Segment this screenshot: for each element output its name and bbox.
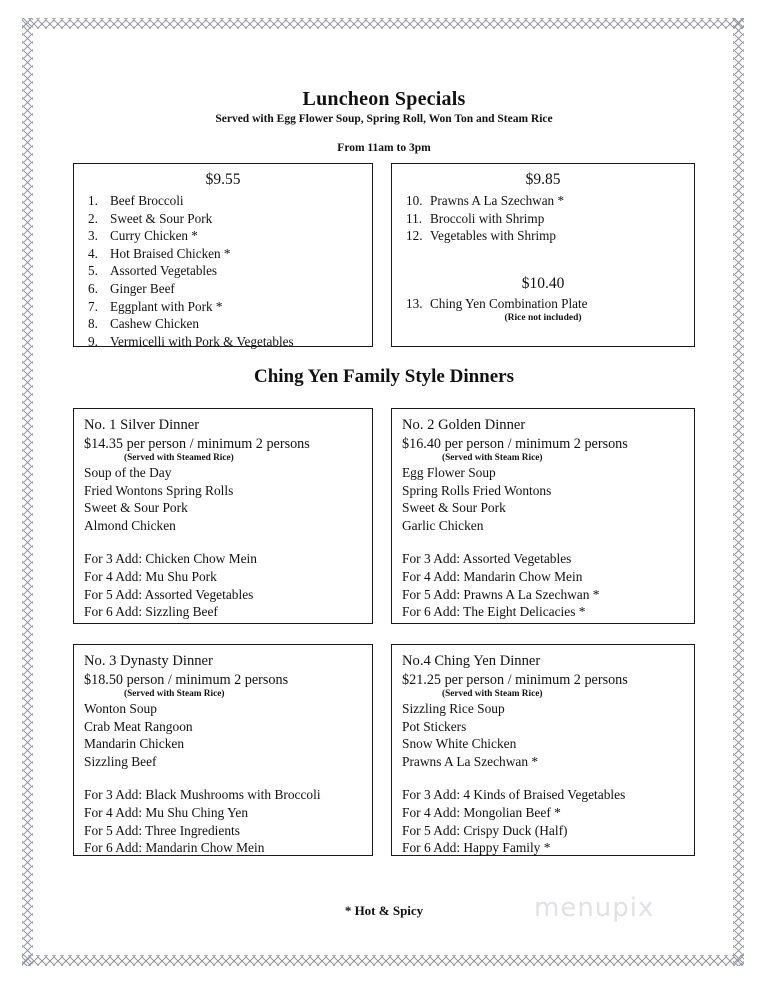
list-item bbox=[392, 227, 694, 245]
page-title: Luncheon Specials bbox=[302, 88, 466, 110]
list-item bbox=[392, 192, 694, 210]
item-number: 1. bbox=[88, 193, 98, 208]
item-label: Prawns A La Szechwan * bbox=[430, 193, 565, 208]
item-label: Eggplant with Pork * bbox=[110, 298, 223, 314]
dinner-price: $14.35 per person / minimum 2 persons bbox=[84, 436, 310, 452]
list-item bbox=[74, 245, 372, 263]
item-number: 10. bbox=[406, 193, 423, 208]
item-number: 7. bbox=[88, 298, 98, 314]
dinner-dish: Sizzling Beef bbox=[84, 753, 157, 769]
dinner-addition: For 6 Add: The Eight Delicacies * bbox=[402, 604, 586, 620]
dinner-served-note: (Served with Steamed Rice) bbox=[124, 453, 234, 463]
dinner-addition: For 4 Add: Mu Shu Ching Yen bbox=[84, 804, 249, 820]
dinner-box-2 bbox=[391, 408, 695, 624]
dinner-dish: Spring Rolls Fried Wontons bbox=[402, 482, 552, 498]
item-number: 5. bbox=[88, 263, 98, 279]
dinner-price: $21.25 per person / minimum 2 persons bbox=[402, 672, 628, 688]
spacer bbox=[402, 534, 694, 550]
item-number: 4. bbox=[88, 245, 98, 261]
dinner-dish: Prawns A La Szechwan * bbox=[402, 753, 539, 769]
item-label: Ching Yen Combination Plate bbox=[430, 295, 588, 311]
list-item bbox=[392, 210, 694, 228]
dinner-addition: For 6 Add: Sizzling Beef bbox=[84, 604, 218, 620]
dinner-addition: For 5 Add: Crispy Duck (Half) bbox=[402, 822, 568, 838]
dinner-served-note: (Served with Steam Rice) bbox=[124, 689, 225, 699]
hot-and-spicy-legend: * Hot & Spicy bbox=[344, 903, 424, 918]
header-hours: From 11am to 3pm bbox=[337, 142, 431, 154]
item-number: 2. bbox=[88, 210, 98, 226]
item-number: 3. bbox=[88, 228, 98, 244]
dinner-dish: Soup of the Day bbox=[84, 465, 172, 480]
menupix-watermark: menupix bbox=[534, 893, 655, 923]
dinner-box-4 bbox=[391, 644, 695, 856]
dinner-addition: For 6 Add: Happy Family * bbox=[402, 840, 551, 856]
list-item bbox=[74, 280, 372, 298]
dinner-dish: Sweet & Sour Pork bbox=[84, 500, 188, 516]
luncheon-box-left bbox=[73, 163, 373, 347]
list-item bbox=[74, 227, 372, 245]
spacer bbox=[402, 770, 694, 786]
header-subtitle: Served with Egg Flower Soup, Spring Roll, Won Ton and Steam Rice bbox=[215, 113, 553, 125]
item-label: Ginger Beef bbox=[110, 280, 175, 296]
dinner-addition: For 4 Add: Mongolian Beef * bbox=[402, 804, 561, 820]
item-number: 8. bbox=[88, 316, 98, 332]
dinner-addition: For 3 Add: Chicken Chow Mein bbox=[84, 551, 257, 567]
item-label: Cashew Chicken bbox=[110, 316, 199, 332]
item-label: Curry Chicken * bbox=[110, 228, 198, 244]
item-label: Vermicelli with Pork & Vegetables bbox=[110, 333, 294, 349]
list-item bbox=[74, 333, 372, 351]
luncheon-list-right bbox=[392, 192, 694, 245]
dinner-addition: For 3 Add: Assorted Vegetables bbox=[402, 551, 572, 567]
item-number: 6. bbox=[88, 280, 98, 296]
price-heading-985: $9.85 bbox=[525, 171, 561, 188]
dinner-addition: For 4 Add: Mu Shu Pork bbox=[84, 568, 217, 584]
dinner-dish: Snow White Chicken bbox=[402, 736, 517, 752]
list-item bbox=[392, 295, 694, 313]
item-label: Sweet & Sour Pork bbox=[110, 210, 213, 226]
item-label: Broccoli with Shrimp bbox=[430, 210, 545, 226]
dinner-title: No. 3 Dynasty Dinner bbox=[84, 653, 213, 669]
list-item bbox=[74, 315, 372, 333]
dinner-addition: For 5 Add: Assorted Vegetables bbox=[84, 586, 254, 602]
spacer bbox=[84, 770, 372, 786]
dinner-served-note: (Served with Steam Rice) bbox=[442, 689, 543, 699]
list-item bbox=[74, 262, 372, 280]
dinner-dish: Wonton Soup bbox=[84, 701, 157, 716]
dinner-title: No. 2 Golden Dinner bbox=[402, 417, 526, 433]
dinner-served-note: (Served with Steam Rice) bbox=[442, 453, 543, 463]
section-title-family-dinners: Ching Yen Family Style Dinners bbox=[253, 366, 515, 387]
dinner-dish: Garlic Chicken bbox=[402, 517, 484, 533]
luncheon-box-right bbox=[391, 163, 695, 347]
list-item bbox=[74, 210, 372, 228]
dinner-dish: Mandarin Chicken bbox=[84, 736, 185, 752]
dinner-addition: For 5 Add: Prawns A La Szechwan * bbox=[402, 586, 600, 602]
luncheon-list-right-combo bbox=[392, 295, 694, 313]
list-item bbox=[74, 192, 372, 210]
item-label: Hot Braised Chicken * bbox=[110, 245, 231, 261]
dinner-title: No.4 Ching Yen Dinner bbox=[402, 653, 541, 669]
dinner-price: $18.50 person / minimum 2 persons bbox=[84, 672, 289, 688]
dinner-box-3 bbox=[73, 644, 373, 856]
dinner-dish: Egg Flower Soup bbox=[402, 465, 496, 480]
luncheon-list-left bbox=[74, 192, 372, 350]
dinner-box-1 bbox=[73, 408, 373, 624]
dinner-dish: Sizzling Rice Soup bbox=[402, 701, 505, 716]
dinner-price: $16.40 per person / minimum 2 persons bbox=[402, 436, 628, 452]
dinner-dish: Sweet & Sour Pork bbox=[402, 500, 506, 516]
dinner-addition: For 6 Add: Mandarin Chow Mein bbox=[84, 840, 265, 856]
dinner-dish: Fried Wontons Spring Rolls bbox=[84, 482, 234, 498]
item-number: 11. bbox=[406, 210, 422, 226]
item-label: Vegetables with Shrimp bbox=[430, 228, 556, 244]
dinner-dish: Almond Chicken bbox=[84, 517, 176, 533]
item-number: 9. bbox=[88, 333, 98, 349]
dinner-addition: For 3 Add: Black Mushrooms with Broccoli bbox=[84, 787, 321, 803]
rice-not-included-note: (Rice not included) bbox=[504, 313, 582, 324]
price-heading-1040: $10.40 bbox=[521, 274, 565, 292]
item-label: Assorted Vegetables bbox=[110, 263, 218, 279]
dinner-addition: For 4 Add: Mandarin Chow Mein bbox=[402, 568, 583, 584]
dinner-dish: Crab Meat Rangoon bbox=[84, 718, 193, 734]
dinner-addition: For 5 Add: Three Ingredients bbox=[84, 822, 240, 838]
item-label: Beef Broccoli bbox=[110, 193, 184, 208]
dinner-addition: For 3 Add: 4 Kinds of Braised Vegetables bbox=[402, 787, 626, 803]
item-number: 12. bbox=[406, 228, 423, 244]
dinner-title: No. 1 Silver Dinner bbox=[84, 417, 200, 433]
price-heading-955: $9.55 bbox=[205, 171, 241, 188]
list-item bbox=[74, 298, 372, 316]
dinner-dish: Pot Stickers bbox=[402, 718, 467, 734]
item-number: 13. bbox=[406, 295, 423, 311]
spacer bbox=[84, 534, 372, 550]
